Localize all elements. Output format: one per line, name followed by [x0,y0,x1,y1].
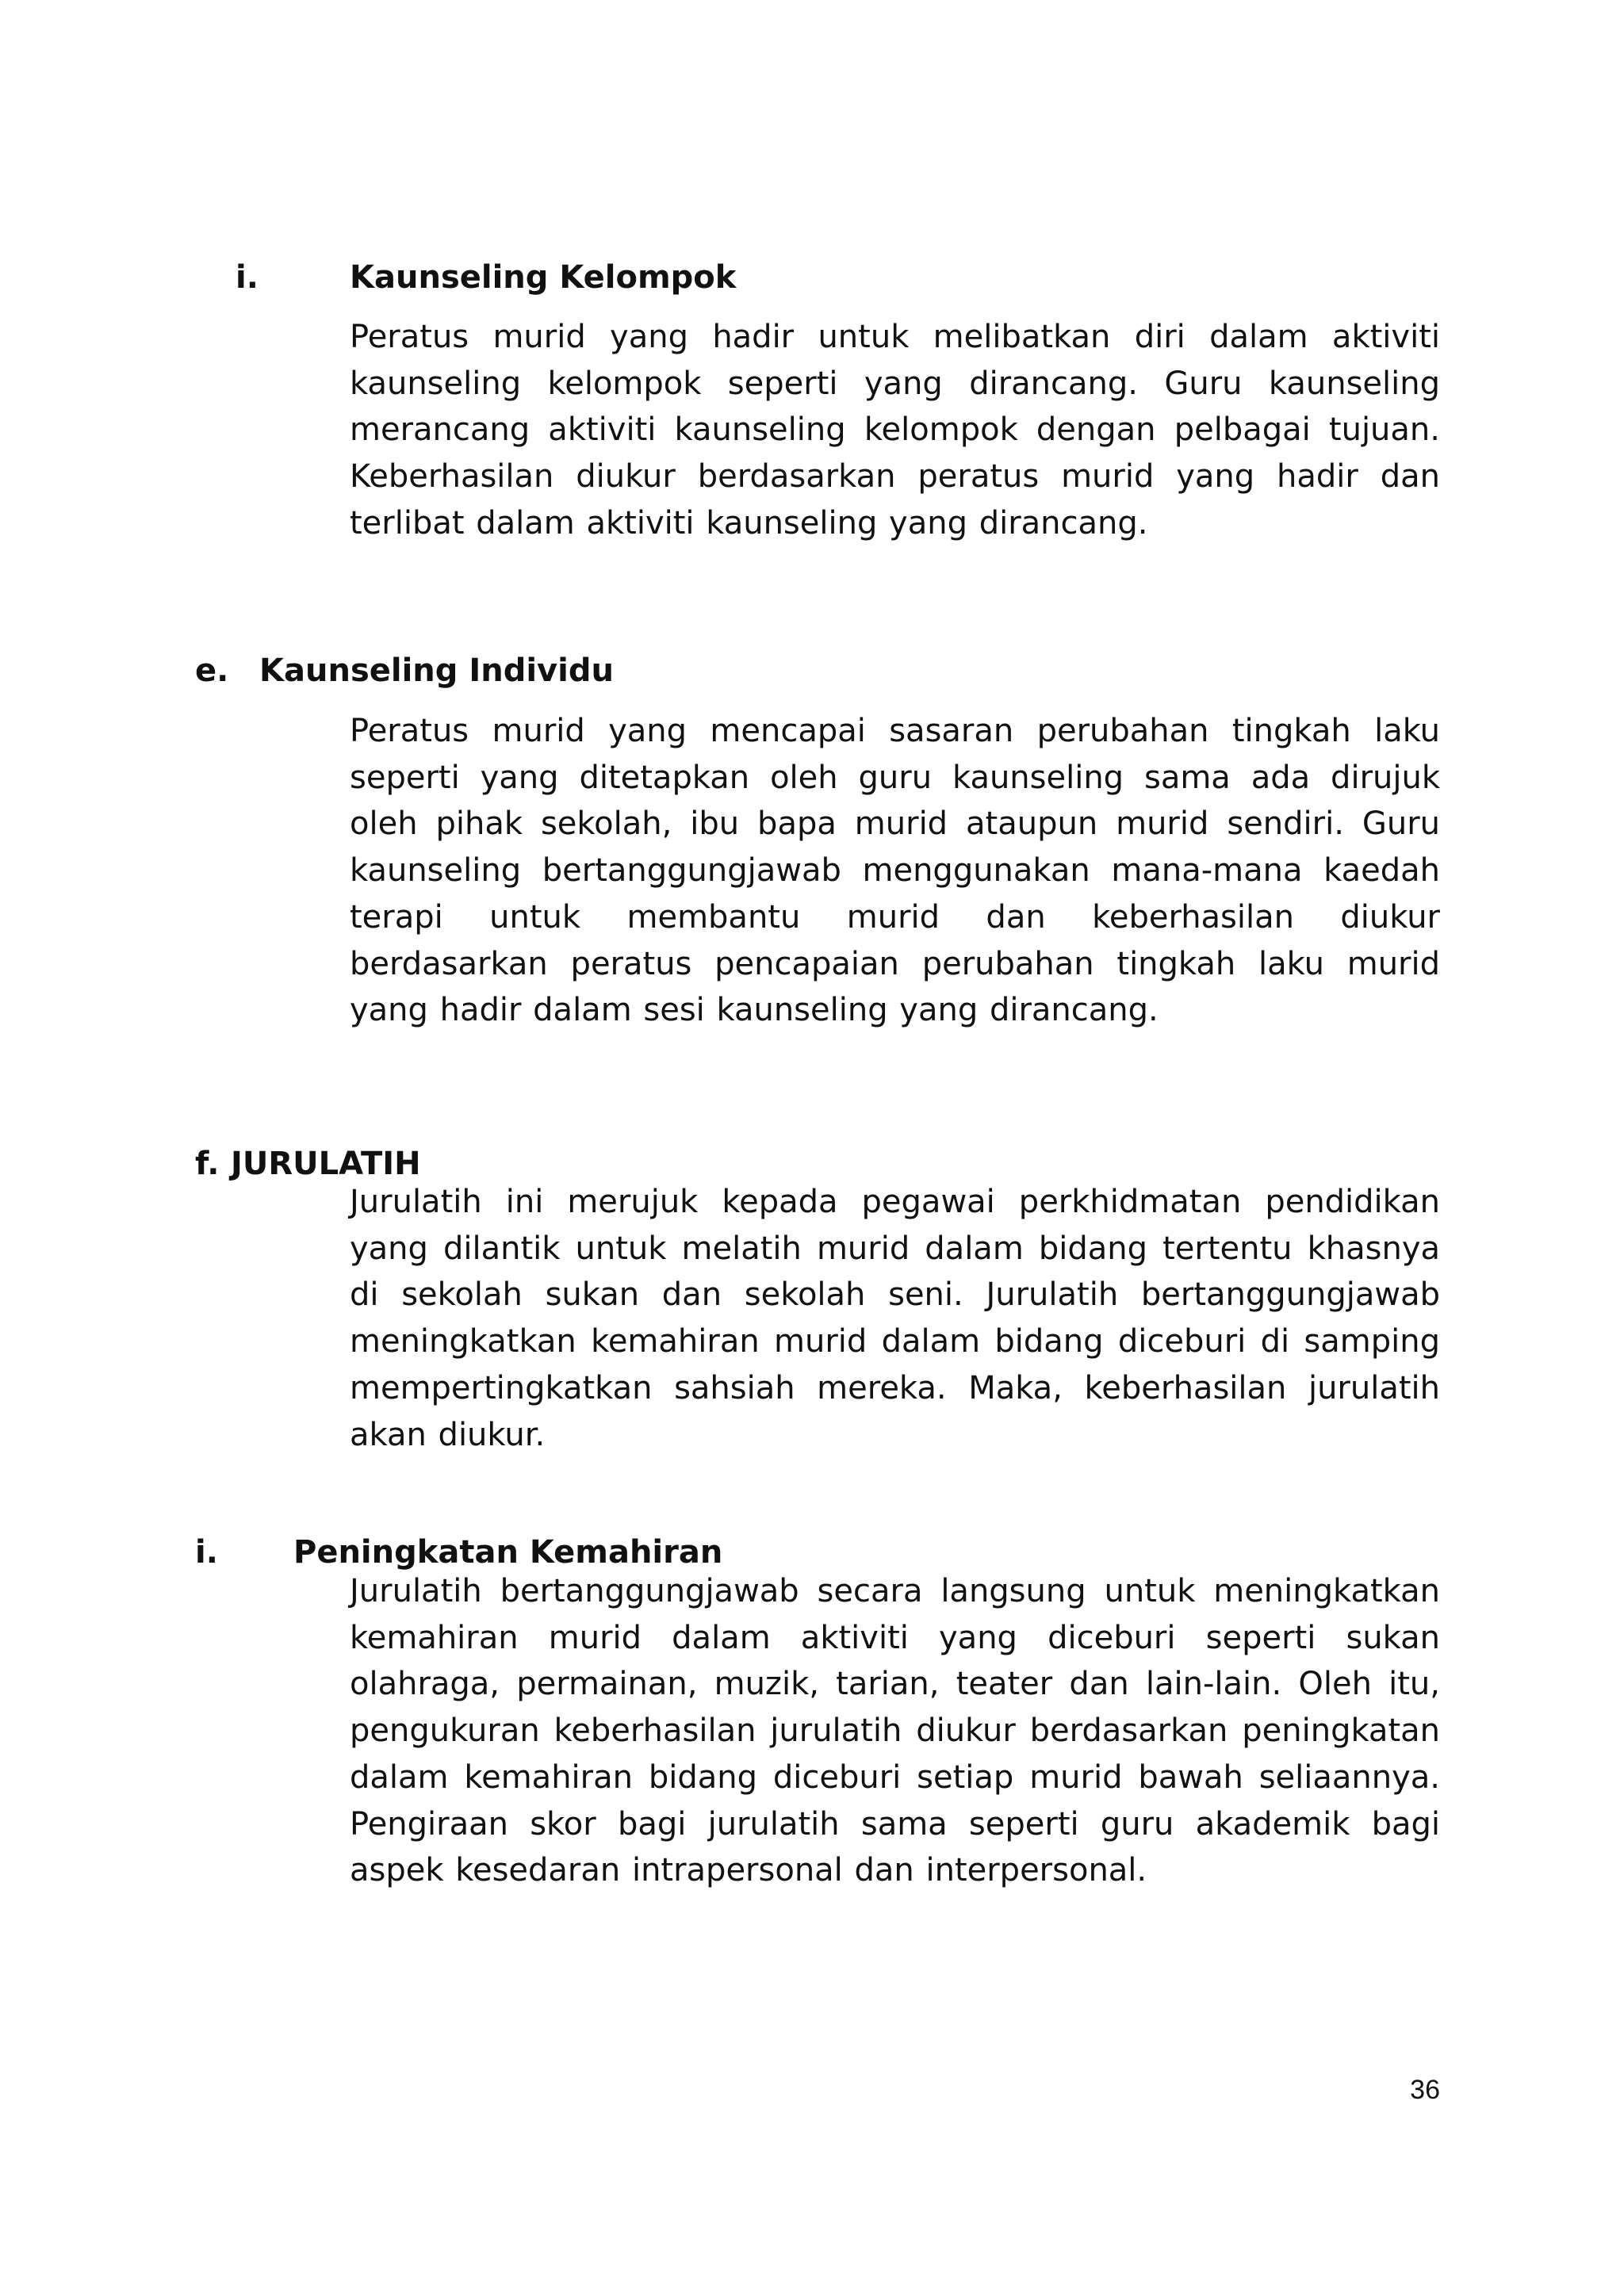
section-paragraph-jurulatih: Jurulatih ini merujuk kepada pegawai perkhidmatan pendidikan yang dilantik untuk melatih murid dalam bidang tertentu khasnya di sekolah sukan dan sekolah seni. Jurulatih bertanggungjawab meningkatkan kemahiran murid dalam bidang diceburi di samping mempertingkatkan sahsiah mereka. Maka, keberhasilan jurulatih akan diukur. [350,1184,1440,1453]
section-heading-kaunseling-individu [0,651,1624,691]
page-number: 36 [1410,2075,1440,2105]
section-title: Kaunseling Individu [259,652,614,689]
section-paragraph-kaunseling-kelompok: Peratus murid yang hadir untuk melibatkan diri dalam aktiviti kaunseling kelompok seperti yang dirancang. Guru kaunseling merancang aktiviti kaunseling kelompok dengan pelbagai tujuan. Keberhasilan diukur berdasarkan peratus murid yang hadir dan terlibat dalam aktiviti kaunseling yang dirancang. [350,319,1440,541]
section-heading-peningkatan-kemahiran [0,1533,1624,1572]
section-marker: f. [195,1146,220,1182]
section-marker: i. [195,1534,218,1571]
section-heading-kaunseling-kelompok [0,258,1624,297]
section-marker: i. [236,259,259,296]
section-title: JURULATIH [231,1146,421,1182]
section-paragraph-kaunseling-individu: Peratus murid yang mencapai sasaran perubahan tingkah laku seperti yang ditetapkan oleh guru kaunseling sama ada dirujuk oleh pihak sekolah, ibu bapa murid ataupun murid sendiri. Guru kaunseling bertanggungjawab menggunakan mana-mana kaedah terapi untuk membantu murid dan keberhasilan diukur berdasarkan peratus pencapaian perubahan tingkah laku murid yang hadir dalam sesi kaunseling yang dirancang. [350,713,1440,1029]
section-title: Peningkatan Kemahiran [293,1534,723,1571]
section-title: Kaunseling Kelompok [350,259,737,296]
section-heading-jurulatih [0,1144,1624,1184]
section-paragraph-peningkatan-kemahiran: Jurulatih bertanggungjawab secara langsung untuk meningkatkan kemahiran murid dalam aktiviti yang diceburi seperti sukan olahraga, permainan, muzik, tarian, teater dan lain-lain. Oleh itu, pengukuran keberhasilan jurulatih diukur berdasarkan peningkatan dalam kemahiran bidang diceburi setiap murid bawah seliaannya. Pengiraan skor bagi jurulatih sama seperti guru akademik bagi aspek kesedaran intrapersonal dan interpersonal. [350,1573,1440,1889]
section-marker: e. [195,652,229,689]
